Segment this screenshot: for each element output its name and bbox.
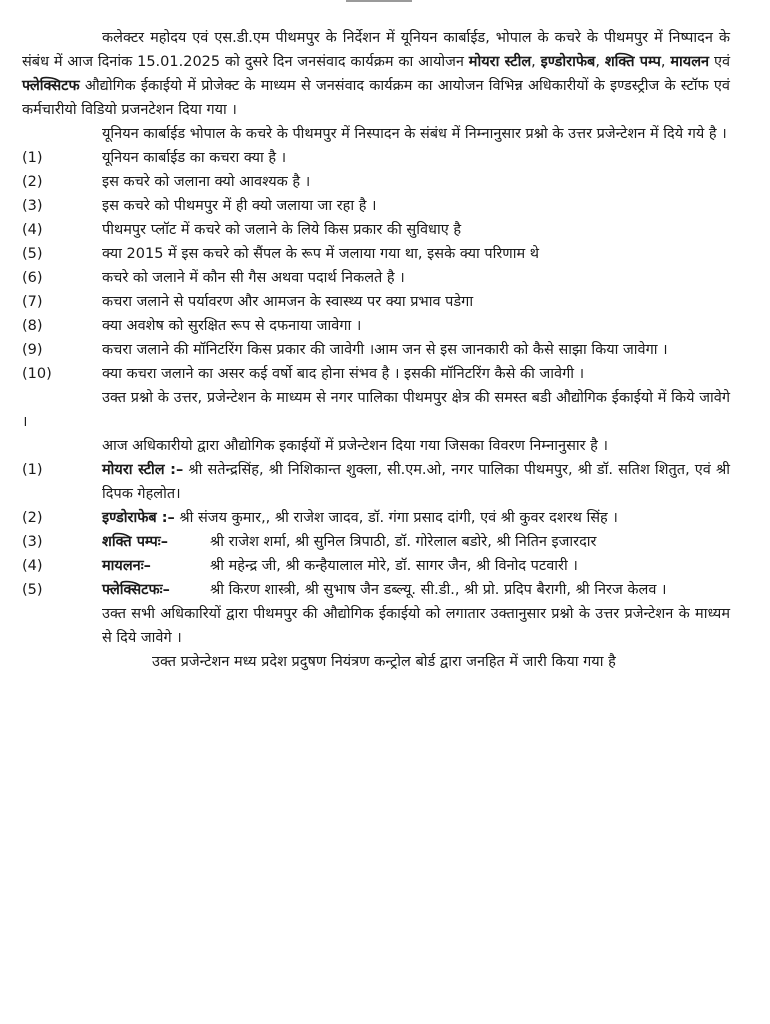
unit-name: शक्ति पम्प xyxy=(604,54,661,70)
question-item xyxy=(22,242,730,266)
question-number: (8) xyxy=(22,318,43,334)
question-item xyxy=(22,314,730,338)
question-number: (9) xyxy=(22,342,43,358)
question-item xyxy=(22,194,730,218)
official-number: (4) xyxy=(22,558,43,574)
question-text: कचरा जलाने की मॉनिटरिंग किस प्रकार की जावेगी ।आम जन से इस जानकारी को कैसे साझा किया जावेगा । xyxy=(102,342,668,358)
official-item xyxy=(22,554,730,578)
officials-list xyxy=(22,458,730,602)
officials-intro: आज अधिकारीयो द्वारा औद्योगिक इकाईयों में प्रजेन्टेशन दिया गया जिसका विवरण निम्नानुसार है । xyxy=(102,438,608,454)
closing-paragraph xyxy=(22,650,730,674)
separator: , xyxy=(595,54,605,70)
official-item xyxy=(22,458,730,506)
intro-paragraph xyxy=(22,26,730,122)
question-number: (1) xyxy=(22,150,43,166)
official-unit: फ्लेक्सिटफः– xyxy=(102,582,170,598)
question-item xyxy=(22,266,730,290)
continuous-paragraph: उक्त सभी अधिकारियों द्वारा पीथमपुर की औद्योगिक ईकाईयो को लगातार उक्तानुसार प्रश्नो के उत्तर प्रजेन्टेशन के माध्यम से दिये जावेगे । xyxy=(102,606,730,646)
questions-intro: यूनियन कार्बाईड भोपाल के कचरे के पीथमपुर में निस्पादन के संबंध में निम्नानुसार प्रश्नो के उत्तर प्रजेन्टेशन में दिये गये है । xyxy=(102,126,727,142)
official-number: (2) xyxy=(22,510,43,526)
question-item xyxy=(22,170,730,194)
question-text: क्या 2015 में इस कचरे को सैंपल के रूप में जलाया गया था, इसके क्या परिणाम थे xyxy=(102,246,540,262)
official-names: श्री किरण शास्त्री, श्री सुभाष जैन डब्ल्यू. सी.डी., श्री प्रो. प्रदिप बैरागी, श्री निरज केलव । xyxy=(210,582,667,598)
question-text: कचरे को जलाने में कौन सी गैस अथवा पदार्थ निकलते है । xyxy=(102,270,405,286)
unit-name: मायलन xyxy=(670,54,710,70)
answers-paragraph: उक्त प्रश्नो के उत्तर, प्रजेन्टेशन के माध्यम से नगर पालिका पीथमपुर क्षेत्र की समस्त बडी औद्योगिक ईकाईयो में किये जावेगे । xyxy=(22,390,730,430)
official-number: (5) xyxy=(22,582,43,598)
intro-text: कलेक्टर महोदय एवं एस.डी.एम पीथमपुर के निर्देशन में यूनियन कार्बाईड, भोपाल के कचरे के पीथमपुर में निष्पादन के संबंध में आज दिनांक 15.01.2025 को दुसरे दिन जनसंवाद कार्यक्रम का आयोजन xyxy=(22,30,730,70)
official-names: श्री महेन्द्र जी, श्री कन्हैयालाल मोरे, डॉ. सागर जैन, श्री विनोद पटवारी । xyxy=(210,558,578,574)
official-item xyxy=(22,578,730,602)
official-unit: इण्डोराफेब :– xyxy=(102,510,175,526)
closing-text: उक्त प्रजेन्टेशन मध्य प्रदेश प्रदुषण नियंत्रण कन्ट्रोल बोर्ड द्वारा जनहित में जारी किया गया है xyxy=(152,654,616,670)
official-unit: मोयरा स्टील :– xyxy=(102,462,184,478)
question-item xyxy=(22,218,730,242)
question-item xyxy=(22,146,730,170)
document-page xyxy=(22,10,730,674)
question-number: (6) xyxy=(22,270,43,286)
question-number: (7) xyxy=(22,294,43,310)
header-rule xyxy=(346,0,412,2)
official-number: (3) xyxy=(22,534,43,550)
unit-name: मोयरा स्टील xyxy=(468,54,532,70)
question-number: (5) xyxy=(22,246,43,262)
question-number: (2) xyxy=(22,174,43,190)
official-number: (1) xyxy=(22,462,43,478)
official-names: श्री संजय कुमार,, श्री राजेश जादव, डॉ. गंगा प्रसाद दांगी, एवं श्री कुवर दशरथ सिंह । xyxy=(179,510,618,526)
question-text: क्या अवशेष को सुरक्षित रूप से दफनाया जावेगा । xyxy=(102,318,362,334)
question-text: यूनियन कार्बाईड का कचरा क्या है । xyxy=(102,150,287,166)
separator: , xyxy=(660,54,671,70)
question-text: क्या कचरा जलाने का असर कई वर्षो बाद होना संभव है । इसकी मॉनिटरिंग कैसे की जावेगी । xyxy=(102,366,585,382)
question-text: इस कचरे को पीथमपुर में ही क्यो जलाया जा रहा है । xyxy=(102,198,377,214)
question-text: कचरा जलाने से पर्यावरण और आमजन के स्वास्थ्य पर क्या प्रभाव पडेगा xyxy=(102,294,474,310)
official-names: श्री सतेन्द्रसिंह, श्री निशिकान्त शुक्ला, सी.एम.ओ, नगर पालिका पीथमपुर, श्री डॉ. सतिश शितुत, एवं श्री दिपक गेहलोत। xyxy=(102,462,731,502)
question-item xyxy=(22,290,730,314)
unit-name: इण्डोराफेब xyxy=(540,54,596,70)
official-unit: शक्ति पम्पः– xyxy=(102,534,168,550)
question-number: (3) xyxy=(22,198,43,214)
unit-name: फ्लेक्सिटफ xyxy=(22,78,80,94)
official-item xyxy=(22,530,730,554)
questions-list xyxy=(22,146,730,386)
official-names: श्री राजेश शर्मा, श्री सुनिल त्रिपाठी, डॉ. गोरेलाल बडोरे, श्री नितिन इजारदार xyxy=(210,534,597,550)
separator: एवं xyxy=(709,54,731,70)
question-text: इस कचरे को जलाना क्यो आवश्यक है । xyxy=(102,174,311,190)
question-item xyxy=(22,338,730,362)
question-number: (10) xyxy=(22,366,52,382)
intro-text: औद्योगिक ईकाईयो में प्रोजेक्ट के माध्यम से जनसंवाद कार्यक्रम का आयोजन विभिन्न अधिकारीयों के इण्डस्ट्रीज के स्टॉफ एवं कर्मचारीयो विडियो प्रजनटेशन दिया गया । xyxy=(22,78,730,118)
question-text: पीथमपुर प्लॉट में कचरे को जलाने के लिये किस प्रकार की सुविधाए है xyxy=(102,222,462,238)
question-item xyxy=(22,362,730,386)
question-number: (4) xyxy=(22,222,43,238)
separator: , xyxy=(531,54,541,70)
official-item xyxy=(22,506,730,530)
official-unit: मायलनः– xyxy=(102,558,151,574)
